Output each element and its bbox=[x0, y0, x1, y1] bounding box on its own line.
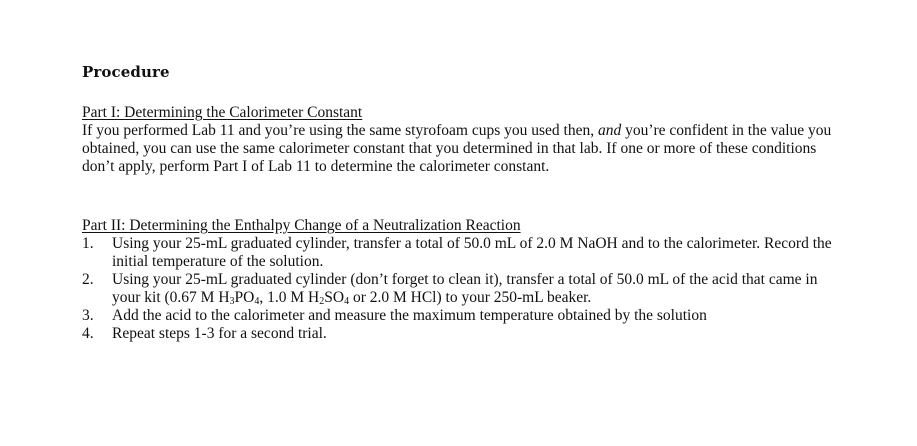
part-1-body bbox=[82, 122, 842, 176]
step-number: 1. bbox=[82, 235, 94, 252]
part-1-title: Part I: Determining the Calorimeter Constant bbox=[82, 104, 363, 121]
procedure-steps-list bbox=[82, 235, 842, 343]
part-1-body-emphasis: and bbox=[597, 122, 622, 139]
subscript-4: 4 bbox=[344, 296, 350, 307]
part-1-section bbox=[82, 104, 842, 176]
part-1-body-text-b: you’re confident in the value you obtained, you can use the same calorimeter constant that you determined in that lab. If one or more of these conditions don’t apply, perform Part I of Lab 11 to determine the calorimeter constant. bbox=[82, 122, 832, 175]
part-2-section bbox=[82, 217, 842, 343]
step-2-text-b: PO bbox=[234, 289, 255, 306]
step-text bbox=[112, 271, 842, 307]
part-1-body-text-a: If you performed Lab 11 and you’re using the same styrofoam cups you used then, bbox=[82, 122, 598, 139]
subscript-2: 2 bbox=[319, 296, 325, 307]
step-number: 4. bbox=[82, 325, 94, 342]
step-4 bbox=[82, 325, 842, 343]
step-3 bbox=[82, 307, 842, 325]
subscript-4: 4 bbox=[254, 296, 260, 307]
step-2-text-d: SO bbox=[324, 289, 345, 306]
subscript-3: 3 bbox=[229, 296, 235, 307]
procedure-heading: Procedure bbox=[82, 63, 170, 81]
procedure-document bbox=[82, 62, 882, 342]
step-text: Add the acid to the calorimeter and measure the maximum temperature obtained by the solution bbox=[112, 307, 707, 324]
step-text: Using your 25-mL graduated cylinder, transfer a total of 50.0 mL of 2.0 M NaOH and to the calorimeter. Record the initial temperature of the solution. bbox=[112, 235, 832, 270]
step-2-text-c: , 1.0 M H bbox=[259, 289, 320, 306]
step-2-text-a: Using your 25-mL graduated cylinder (don’t forget to clean it), transfer a total of 50.0 mL of the acid that came in your kit (0.67 M H bbox=[112, 271, 818, 306]
step-number: 3. bbox=[82, 307, 94, 324]
step-2 bbox=[82, 271, 842, 307]
step-2-text-e: or 2.0 M HCl) to your 250-mL beaker. bbox=[349, 289, 592, 306]
part-2-title: Part II: Determining the Enthalpy Change of a Neutralization Reaction bbox=[82, 217, 521, 234]
step-text: Repeat steps 1-3 for a second trial. bbox=[112, 325, 327, 342]
step-number: 2. bbox=[82, 271, 94, 288]
step-1 bbox=[82, 235, 842, 271]
